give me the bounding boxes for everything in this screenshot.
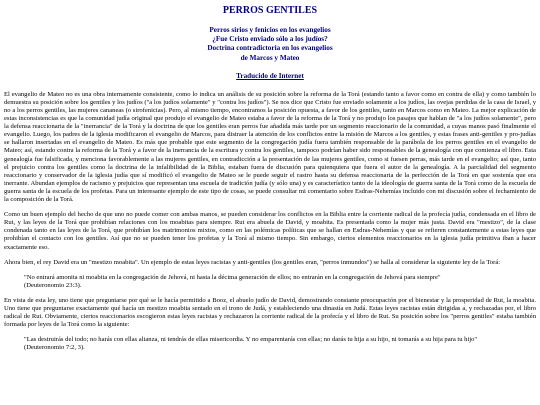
body-paragraph: Como un buen ejemplo del hecho de que uno no puede comer con ambas manos, se pueden considerar los conflictos en la Biblia entre la corriente radical de la profecía judía, condensada en el libro de Rut, y las leyes de la Torá que prohibían relaciones con los moabitas para siempre. Rut era abuela de David, y moabita. Es presentada como la mujer más justa. David era "mestizo", de la clase condenada tanto en las leyes de la Torá, que prohibían los matrimonios mixtos, como en las polémicas políticas que se hallan en Esdras-Nehemías y que se refieren constantemente a estas leyes que prohibían el contacto con los gentiles. Así que no se pueden tener los profetas y la Torá al mismo tiempo. Sin embargo, ciertos elementos reaccionarios en la iglesia judía primitiva iban a hacer exactamente eso. — [4, 211, 536, 251]
article-body — [0, 91, 540, 353]
quote-citation: (Deuteronomio 23:3). — [24, 281, 82, 289]
page-title: PERROS GENTILES — [222, 5, 318, 16]
quote-citation: (Deuteronomio 7:2, 3). — [24, 344, 85, 352]
quote-text: "No entrará amonita ni moabita en la congregación de Jehová, ni hasta la décima generación de ellos; no entrarán en la congregación de Jehová para siempre" — [24, 273, 441, 281]
body-paragraph: Ahora bien, el rey David era un "mestizo moabita". Un ejemplo de estas leyes racistas y anti-gentiles (los gentiles eran, "perros inmundos") se halla al considerar la siguiente ley de la Torá: — [4, 258, 501, 266]
subtitle-line: Perros sirios y fenicios en los evangelios — [209, 26, 331, 34]
subtitle-line: ¿Fue Cristo enviado sólo a los judíos? — [212, 35, 328, 44]
body-paragraph: El evangelio de Mateo no es una obra internamente consistente, como lo indica un análisis de su posición sobre la reforma de la Torá (estando tanto a favor como en contra de ella) y como también lo demuestra su posición sobre los gentiles y los judíos ("a los judíos solamente" y "contra los judíos"). Se nos dice que Cristo fue enviado solamente a los judíos, las ovejas perdidas de la casa de Israel, y no a los perros gentiles, las mujeres cananeas (o sirofenicias). Pero, al mismo tiempo, encontramos la posición opuesta, a favor de los gentiles, tanto en Marcos como en Mateo. La mejor explicación de estas inconsistencias es que la comunidad judía original que produjo el evangelio de Mateo estaba a favor de la reforma de la Torá y no produjo los pasajes que hablan de "a los judíos solamente", pero la defensa reaccionaria de la "inerrancia" de la Torá y la doctrina de que los gentiles eran perros fue añadida más tarde por un segmento reaccionario de la comunidad, a cuyas manos pasó finalmente el evangelio. Luego, los padres de la iglesia modificaron el evangelio de Marcos, para distraer la atención de los conflictos entre la misión de Marcos a los gentiles, y estas frases anti-gentiles y pro-judías se hallaron insertadas en el evangelio de Mateo. Es más que probable que este segmento de la congregación judía fuera también responsable de la parábola de los perros gentiles en el evangelio de Mateo; así, estando contra la reforma de la Torá y a favor de la inerrancia de la escritura y contra los gentiles, tampoco podrían haber sido responsables de la genealogía con que comienza el libro. Esta genealogía fue falsificada, y menciona favorablemente a las mujeres gentiles, en contradicción a la presentación de las mujeres gentiles, como si fuesen perras, más tarde en el evangelio; así que, tanto el prejuicio contra los gentiles como la doctrina de la infalibilidad de la Biblia, estaban fuera de discusión para quienquiera que fuera el autor de la genealogía. A la parcialidad del segmento reaccionario y conservador de la iglesia judía que sí modificó el evangelio de Mateo se le puede seguir el rastro hasta su defensa reaccionaria de la perfección de la Torá en que sostenía que era inerrante. Abundan ejemplos de racismo y prejuicios que representan una escuela de tradición judía (y sólo una) y es característico tanto de la ideología de guerra santa de la Torá como de la escuela de guerra santa de la escuela de los profetas. Para un interesante ejemplo de este tipo de cosas, se puede consultar mi comentario sobre Esdras-Nehemías incluido con mi discusión sobre el fechamiento de la composición de la Torá. — [4, 90, 536, 204]
body-paragraph: En vista de esta ley, uno tiene que preguntarse por qué se le hacía permitido a Booz, el abuelo judío de David, demostrando constante preocupación por el bienestar y la prosperidad de Rut, la moabita. Uno tiene que preguntarse exactamente qué hacía un mestizo moabita sentado en el trono de Judá, y estableciendo una dinastía en Judá. Estas leyes racistas están dirigidas a, y rechazadas por, el libro radical de Rut. Obviamente, ciertos reaccionarios escogieron estas leyes racistas y rechazaron la corriente radical de la profecía y el libro de Rut. Su posición sobre los "perros gentiles" estaba también formada por leyes de la Torá como la siguiente: — [4, 296, 536, 329]
article-header — [0, 5, 540, 83]
scripture-quote — [24, 336, 536, 352]
subtitle-line: Doctrina contradictoria en los evangelios — [207, 44, 333, 53]
scripture-quote — [24, 274, 536, 290]
quote-text: "Las destruirás del todo; no harás con ellas alianza, ni tendrás de ellas misericordia. Y no emparentarás con ellas; no darás tu hija a su hijo, ni tomarás a su hija para tu hijo" — [24, 336, 478, 344]
translated-from-internet-link[interactable]: Traducido de Internet — [236, 71, 304, 80]
subtitle-line: de Marcos y Mateo — [240, 53, 300, 62]
subtitle-block — [0, 26, 540, 63]
